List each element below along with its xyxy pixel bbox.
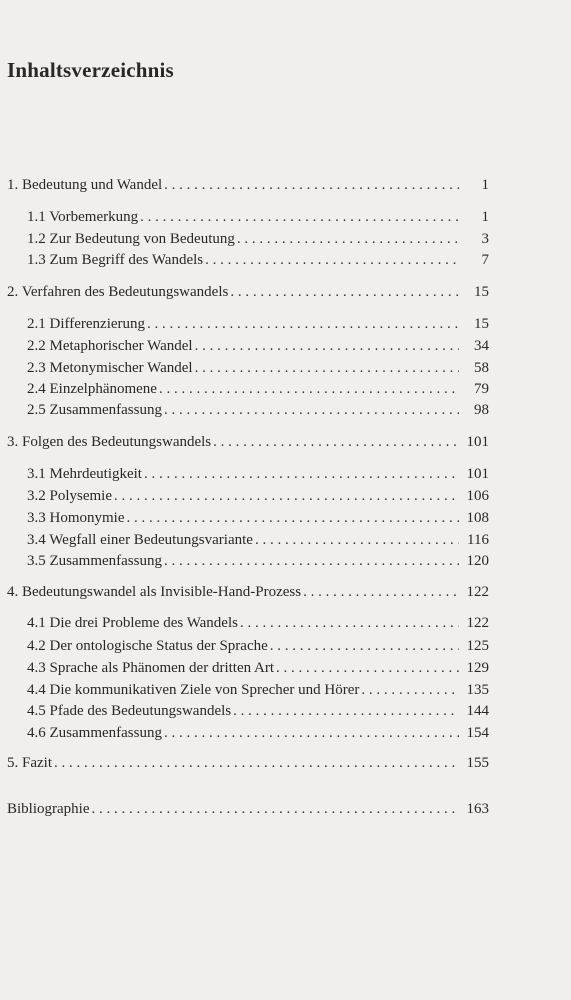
toc-section-entry xyxy=(27,509,489,527)
dot-leader xyxy=(361,681,459,699)
dot-leader xyxy=(164,724,459,742)
toc-section-entry xyxy=(27,401,489,419)
toc-section-entry xyxy=(27,208,489,226)
toc-chapter-entry xyxy=(7,754,489,772)
page-number: 3 xyxy=(481,231,489,247)
toc-section-entry xyxy=(27,230,489,248)
page-number: 15 xyxy=(474,284,489,300)
page-number: 154 xyxy=(466,725,489,741)
dot-leader xyxy=(54,754,459,772)
dot-leader xyxy=(147,315,459,333)
page-number: 120 xyxy=(466,553,489,569)
dot-leader xyxy=(255,531,459,549)
page-number: 144 xyxy=(466,703,489,719)
entry-title: 2.2 Metaphorischer Wandel xyxy=(27,338,193,354)
entry-title: 1.2 Zur Bedeutung von Bedeutung xyxy=(27,231,235,247)
entry-title: 2.5 Zusammenfassung xyxy=(27,402,162,418)
toc-section-entry xyxy=(27,337,489,355)
dot-leader xyxy=(127,509,460,527)
toc-section-entry xyxy=(27,359,489,377)
entry-title: 4.6 Zusammenfassung xyxy=(27,725,162,741)
dot-leader xyxy=(213,433,459,451)
dot-leader xyxy=(237,230,459,248)
page-number: 101 xyxy=(466,466,489,482)
entry-title: 4. Bedeutungswandel als Invisible-Hand-Prozess xyxy=(7,584,302,600)
toc-section-entry xyxy=(27,637,489,655)
dot-leader xyxy=(164,176,459,194)
page-number: 1 xyxy=(481,209,489,225)
toc-section-entry xyxy=(27,681,489,699)
toc-section-entry xyxy=(27,251,489,269)
entry-title: 4.3 Sprache als Phänomen der dritten Art xyxy=(27,660,275,676)
dot-leader xyxy=(303,583,459,601)
entry-title: 4.2 Der ontologische Status der Sprache xyxy=(27,638,268,654)
entry-title: 4.4 Die kommunikativen Ziele von Sprecher und Hörer xyxy=(27,682,360,698)
toc-section-entry xyxy=(27,487,489,505)
page-number: 108 xyxy=(466,510,489,526)
page-title: Inhaltsverzeichnis xyxy=(7,58,174,82)
toc-section-entry xyxy=(27,702,489,720)
dot-leader xyxy=(144,465,459,483)
toc-chapter-entry xyxy=(7,176,489,194)
page-number: 101 xyxy=(466,434,489,450)
toc-section-entry xyxy=(27,659,489,677)
page-number: 7 xyxy=(481,252,489,268)
dot-leader xyxy=(195,359,459,377)
toc-section-entry xyxy=(27,465,489,483)
page-number: 129 xyxy=(466,660,489,676)
page-number: 58 xyxy=(474,360,489,376)
dot-leader xyxy=(233,702,459,720)
page-number: 122 xyxy=(466,584,489,600)
dot-leader xyxy=(164,401,459,419)
toc-section-entry xyxy=(27,614,489,632)
toc-section-entry xyxy=(27,531,489,549)
page-number: 125 xyxy=(466,638,489,654)
dot-leader xyxy=(205,251,459,269)
dot-leader xyxy=(270,637,459,655)
dot-leader xyxy=(230,283,459,301)
dot-leader xyxy=(276,659,459,677)
entry-title: 4.5 Pfade des Bedeutungswandels xyxy=(27,703,232,719)
entry-title: 2.4 Einzelphänomene xyxy=(27,381,157,397)
toc-chapter-entry xyxy=(7,433,489,451)
entry-title: 2.1 Differenzierung xyxy=(27,316,146,332)
dot-leader xyxy=(92,800,460,818)
page-number: 122 xyxy=(466,615,489,631)
entry-title: 3. Folgen des Bedeutungswandels xyxy=(7,434,212,450)
page-number: 1 xyxy=(481,177,489,193)
entry-title: 3.2 Polysemie xyxy=(27,488,112,504)
dot-leader xyxy=(140,208,459,226)
toc-section-entry xyxy=(27,380,489,398)
dot-leader xyxy=(159,380,459,398)
entry-title: 1. Bedeutung und Wandel xyxy=(7,177,163,193)
dot-leader xyxy=(195,337,459,355)
toc-section-entry xyxy=(27,315,489,333)
entry-title: Bibliographie xyxy=(7,801,90,817)
dot-leader xyxy=(114,487,459,505)
page-number: 135 xyxy=(466,682,489,698)
entry-title: 2.3 Metonymischer Wandel xyxy=(27,360,193,376)
entry-title: 4.1 Die drei Probleme des Wandels xyxy=(27,615,238,631)
toc-section-entry xyxy=(27,552,489,570)
entry-title: 2. Verfahren des Bedeutungswandels xyxy=(7,284,229,300)
page-number: 79 xyxy=(474,381,489,397)
dot-leader xyxy=(164,552,459,570)
page-number: 98 xyxy=(474,402,489,418)
entry-title: 3.5 Zusammenfassung xyxy=(27,553,162,569)
entry-title: 1.3 Zum Begriff des Wandels xyxy=(27,252,204,268)
toc-section-entry xyxy=(27,724,489,742)
page-number: 116 xyxy=(467,532,489,548)
toc-chapter-entry xyxy=(7,583,489,601)
entry-title: 3.4 Wegfall einer Bedeutungsvariante xyxy=(27,532,253,548)
entry-title: 3.3 Homonymie xyxy=(27,510,125,526)
entry-title: 3.1 Mehrdeutigkeit xyxy=(27,466,142,482)
entry-title: 5. Fazit xyxy=(7,755,52,771)
page-number: 106 xyxy=(466,488,489,504)
toc-chapter-entry xyxy=(7,283,489,301)
page-number: 163 xyxy=(466,801,489,817)
page-number: 155 xyxy=(466,755,489,771)
entry-title: 1.1 Vorbemerkung xyxy=(27,209,139,225)
page-number: 34 xyxy=(474,338,489,354)
toc-chapter-entry xyxy=(7,800,489,818)
dot-leader xyxy=(240,614,459,632)
page-number: 15 xyxy=(474,316,489,332)
